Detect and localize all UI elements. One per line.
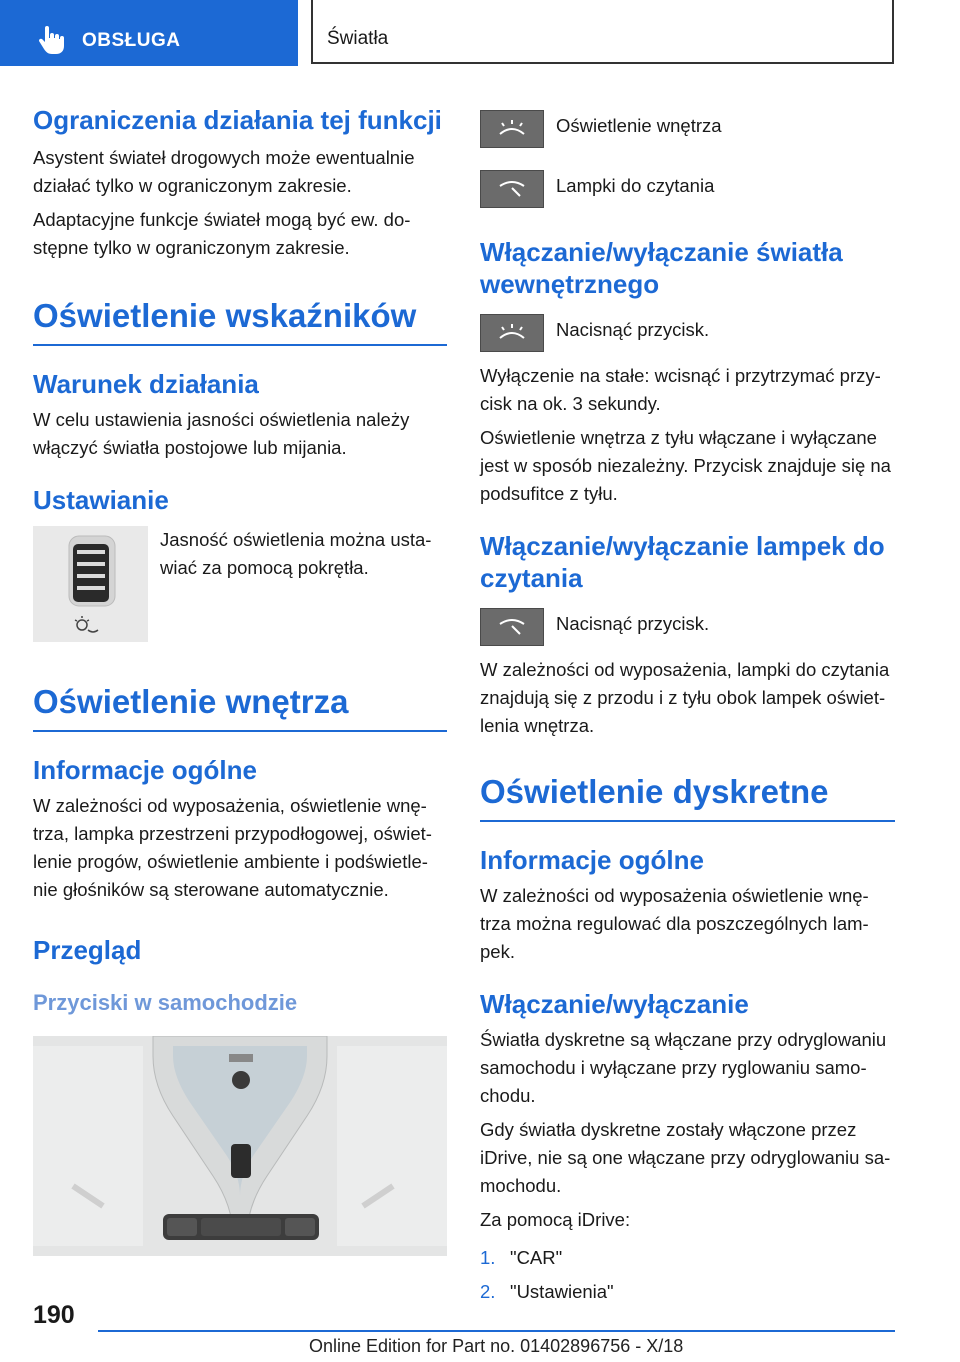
- list-item: [480, 1244, 895, 1272]
- dial-row: [33, 526, 447, 642]
- step-number: 1.: [480, 1247, 496, 1268]
- section-label: OBSŁUGA: [82, 30, 181, 51]
- discreet-general-paragraph: W zależności od wyposażenia oświetlenie wnę- trza można regulować dla poszczególnych lam- pek.: [480, 885, 869, 962]
- condition-heading: Warunek działania: [33, 369, 259, 399]
- icon-interior-label: Oświetlenie wnętrza: [556, 115, 722, 136]
- page-number: 190: [33, 1301, 75, 1329]
- limits-paragraph-1: Asystent świateł drogowych może ewentualnie działać tylko w ograniczonym zakresie.: [33, 147, 415, 196]
- limits-heading: Ograniczenia działania tej funkcji: [33, 105, 442, 135]
- section-tab: [0, 0, 298, 66]
- right-column: [480, 100, 895, 1306]
- brightness-dial-icon: [33, 526, 148, 642]
- interior-light-icon: [492, 118, 532, 140]
- interior-general-paragraph: W zależności od wyposażenia, oświetlenie wnę- trza, lampka przestrzeni przypodłogowej, oświet- lenie progów, oświetlenie ambiente i podświetle- nie głośników są sterowane automatycznie.: [33, 795, 432, 900]
- rear-light-paragraph: Oświetlenie wnętrza z tyłu włączane i wyłączane jest w sposób niezależny. Przycisk znajduje się na podsufitce z tyłu.: [480, 427, 891, 504]
- permanent-off-paragraph: Wyłączenie na stałe: wcisnąć i przytrzymać przy- cisk na ok. 3 sekundy.: [480, 365, 881, 414]
- icon-reading-label: Lampki do czytania: [556, 175, 715, 196]
- reading-light-button-image: [480, 170, 544, 208]
- hand-pointer-icon: [38, 26, 64, 54]
- footer-divider: [98, 1330, 895, 1332]
- idrive-steps-list: [480, 1244, 895, 1306]
- icon-row-reading: [480, 170, 895, 208]
- discreet-on-off-paragraph-1: Światła dyskretne są włączane przy odryglowaniu samochodu i wyłączane przy ryglowaniu samo- chodu.: [480, 1029, 887, 1106]
- discreet-on-off-heading: Włączanie/wyłączanie: [480, 989, 749, 1019]
- discreet-lighting-heading: Oświetlenie dyskretne: [480, 772, 895, 822]
- interior-light-button-image: [480, 110, 544, 148]
- discreet-on-off-paragraph-2: Gdy światła dyskretne zostały włączone przez iDrive, nie są one włączane przy odryglowaniu sa- mochodu.: [480, 1119, 891, 1196]
- interior-general-heading: Informacje ogólne: [33, 755, 257, 785]
- interior-light-button-image-2: [480, 314, 544, 352]
- reading-light-icon: [492, 616, 532, 638]
- chapter-header: [311, 0, 894, 64]
- idrive-paragraph: Za pomocą iDrive:: [480, 1209, 631, 1230]
- roof-console-image: [33, 1036, 447, 1256]
- brightness-dial-image: [33, 526, 148, 642]
- reading-light-button-image-2: [480, 608, 544, 646]
- press-button-text-1: Nacisnąć przycisk.: [556, 319, 710, 340]
- icon-row-interior: [480, 110, 895, 148]
- instrument-lighting-heading: Oświetlenie wskaźników: [33, 296, 447, 346]
- left-column: [33, 100, 447, 1256]
- chapter-title: Światła: [327, 28, 389, 49]
- icon-row-press-2: [480, 608, 895, 646]
- overview-heading: Przegląd: [33, 935, 142, 965]
- step-number: 2.: [480, 1281, 496, 1302]
- discreet-general-heading: Informacje ogólne: [480, 845, 704, 875]
- setting-paragraph: Jasność oświetlenia można usta- wiać za pomocą pokrętła.: [160, 529, 432, 578]
- step-text: "Ustawienia": [510, 1281, 614, 1302]
- limits-paragraph-2: Adaptacyjne funkcje świateł mogą być ew. do- stępne tylko w ograniczonym zakresie.: [33, 209, 411, 258]
- roof-console-icon: [33, 1036, 447, 1256]
- footer-edition: Online Edition for Part no. 01402896756 - X/18: [309, 1336, 684, 1356]
- interior-on-off-heading: Włączanie/wyłączanie światła wewnętrznego: [480, 237, 843, 299]
- buttons-in-car-heading: Przyciski w samochodzie: [33, 990, 298, 1015]
- interior-light-icon: [492, 322, 532, 344]
- interior-lighting-heading: Oświetlenie wnętrza: [33, 682, 447, 732]
- reading-lights-paragraph: W zależności od wyposażenia, lampki do czytania znajdują się z przodu i z tyłu obok lampek oświet- lenia wnętrza.: [480, 659, 890, 736]
- condition-paragraph: W celu ustawienia jasności oświetlenia należy włączyć światła postojowe lub mijania.: [33, 409, 410, 458]
- step-text: "CAR": [510, 1247, 563, 1268]
- reading-light-icon: [492, 178, 532, 200]
- list-item: [480, 1278, 895, 1306]
- press-button-text-2: Nacisnąć przycisk.: [556, 613, 710, 634]
- reading-on-off-heading: Włączanie/wyłączanie lampek do czytania: [480, 531, 885, 593]
- icon-row-press-1: [480, 314, 895, 352]
- setting-heading: Ustawianie: [33, 485, 169, 515]
